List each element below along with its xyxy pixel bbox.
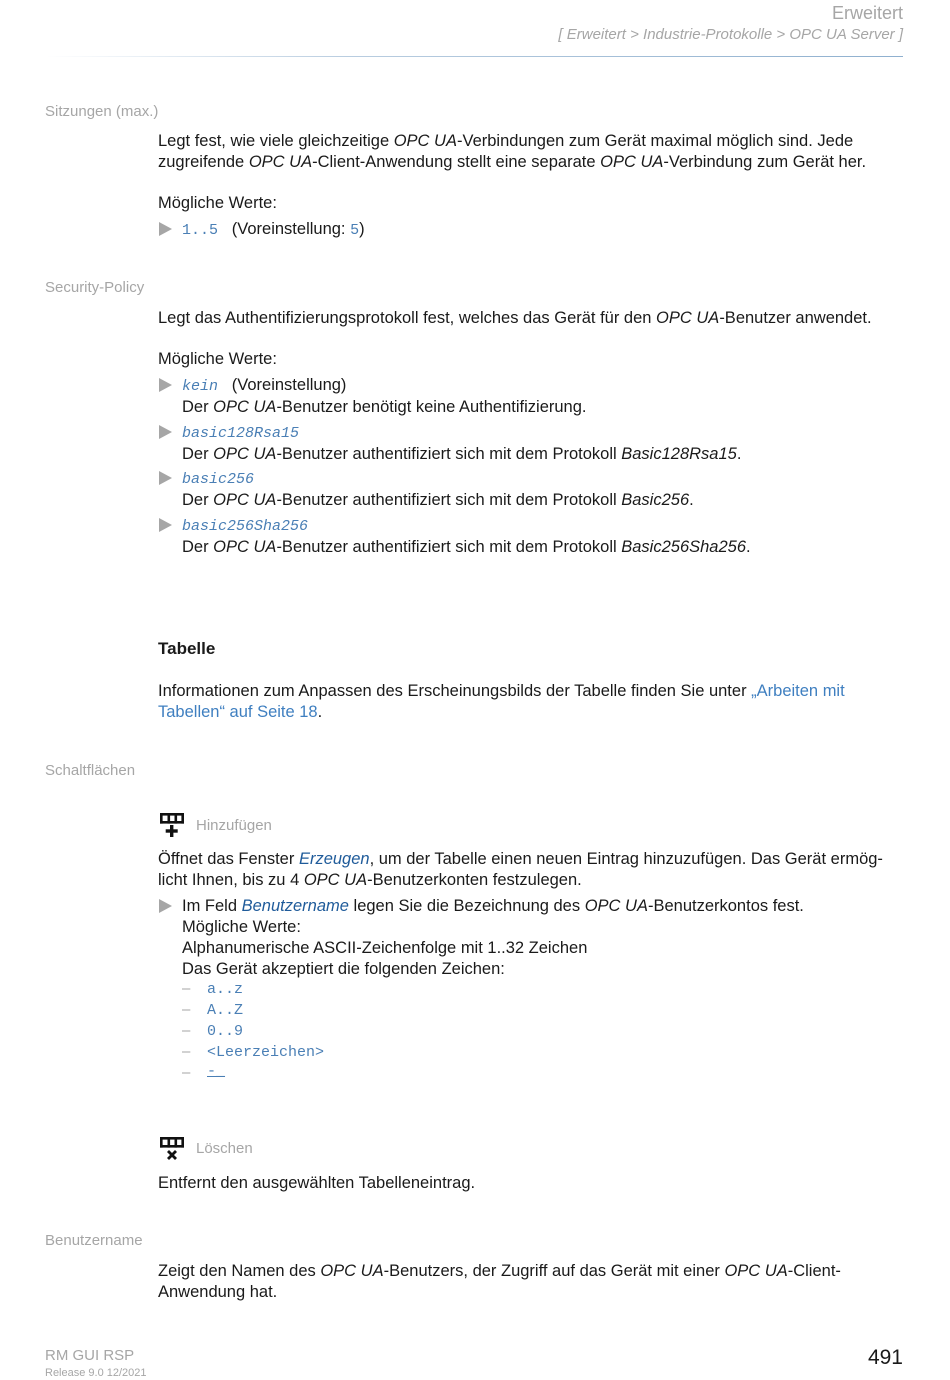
footer-product: RM GUI RSP — [45, 1347, 135, 1364]
param-label-sessions: Sitzungen (max.) — [45, 103, 159, 120]
table-add-icon — [158, 810, 188, 843]
sessions-values-label: Mögliche Werte: — [158, 194, 277, 212]
security-option-basic256: basic256 Der OPC UA-Benutzer authentifiziert sich mit dem Protokoll Basic256. — [182, 471, 694, 509]
sessions-range-item: 1..5 (Voreinstellung: 5) — [182, 220, 365, 239]
security-option-basic256sha256: basic256Sha256 Der OPC UA-Benutzer authentifiziert sich mit dem Protokoll Basic256Sha256. — [182, 518, 751, 556]
char-list-dash: – — [182, 1001, 191, 1018]
char-list-dash: – — [182, 1043, 191, 1060]
footer-release: Release 9.0 12/2021 — [45, 1367, 147, 1379]
breadcrumb: [ Erweitert > Industrie-Protokolle > OPC UA Server ] — [558, 26, 903, 43]
param-label-buttons: Schaltflächen — [45, 762, 136, 779]
page-number: 491 — [867, 1346, 903, 1369]
add-button-label: Hinzufügen — [196, 817, 272, 834]
delete-button-label: Löschen — [196, 1140, 253, 1157]
char-list-item: 0..9 — [207, 1023, 244, 1040]
page-header-title: Erweitert — [831, 3, 903, 23]
char-list-item: <Leerzeichen> — [207, 1044, 325, 1061]
table-delete-icon — [158, 1134, 188, 1167]
table-help-link[interactable]: „Arbeiten mit Tabellen“ auf Seite 18 — [158, 682, 845, 721]
section-heading-tabelle: Tabelle — [158, 639, 216, 658]
security-option-basic128rsa15: basic128Rsa15 Der OPC UA-Benutzer authentifiziert sich mit dem Protokoll Basic128Rsa15. — [182, 425, 742, 463]
list-triangle-icon — [159, 518, 172, 532]
add-description: Öffnet das Fenster Erzeugen, um der Tabelle einen neuen Eintrag hinzuzufügen. Das Gerät ermöglicht Ihnen, bis zu 4 OPC UA-Benutzerkonten festzulegen. — [158, 850, 883, 889]
username-description: Zeigt den Namen des OPC UA-Benutzers, der Zugriff auf das Gerät mit einer OPC UA-Client-Anwendung hat. — [158, 1262, 841, 1301]
char-list-item: a..z — [207, 981, 244, 998]
security-description: Legt das Authentifizierungsprotokoll fest, welches das Gerät für den OPC UA-Benutzer anwendet. — [158, 309, 872, 327]
table-description: Informationen zum Anpassen des Erscheinungsbilds der Tabelle finden Sie unter „Arbeiten mit Tabellen“ auf Seite 18. — [158, 682, 845, 721]
security-values-label: Mögliche Werte: — [158, 350, 277, 368]
security-option-kein: kein (Voreinstellung) Der OPC UA-Benutzer benötigt keine Authentifizierung. — [182, 376, 587, 416]
char-list-dash: – — [182, 980, 191, 997]
list-triangle-icon — [159, 222, 172, 236]
param-label-security-policy: Security-Policy — [45, 279, 145, 296]
char-list-item: -_ — [207, 1063, 226, 1080]
list-triangle-icon — [159, 378, 172, 392]
add-username-item: Im Feld Benutzername legen Sie die Bezeichnung des OPC UA-Benutzerkontos fest. Mögliche Werte: Alphanumerische ASCII-Zeichenfolge mit 1..32 Zeichen Das Gerät akzeptiert die folgenden Zeichen: — [182, 897, 804, 978]
char-list-item: A..Z — [207, 1002, 244, 1019]
list-triangle-icon — [159, 899, 172, 913]
char-list-dash: – — [182, 1022, 191, 1039]
sessions-description: Legt fest, wie viele gleichzeitige OPC UA-Verbindungen zum Gerät maximal möglich sind. Jede zugreifende OPC UA-Client-Anwendung stellt eine separate OPC UA-Verbindung zum Gerät her. — [158, 132, 867, 171]
char-list-dash: – — [182, 1064, 191, 1081]
delete-description: Entfernt den ausgewählten Tabelleneintrag. — [158, 1174, 476, 1192]
header-divider — [47, 56, 903, 57]
list-triangle-icon — [159, 471, 172, 485]
param-label-username: Benutzername — [45, 1232, 143, 1249]
list-triangle-icon — [159, 425, 172, 439]
